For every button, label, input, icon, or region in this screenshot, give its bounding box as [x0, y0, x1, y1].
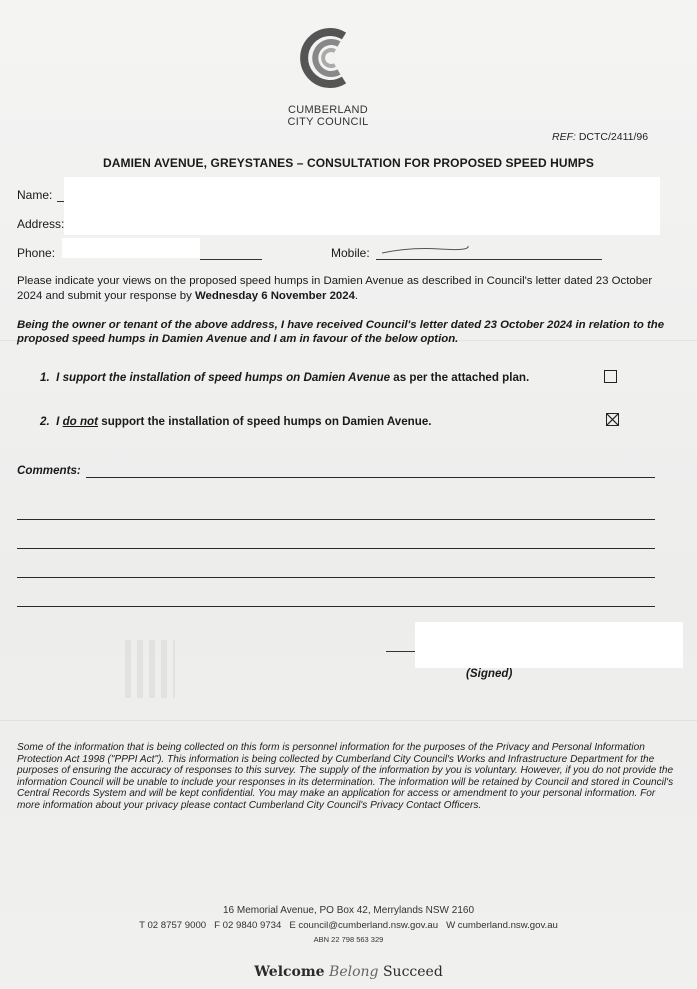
footer-address: 16 Memorial Avenue, PO Box 42, Merrylands NSW 2160 [222, 905, 475, 916]
form-title: DAMIEN AVENUE, GREYSTANES – CONSULTATION FOR PROPOSED SPEED HUMPS [103, 156, 594, 170]
phone-redaction[interactable] [62, 238, 200, 258]
comments-line-5[interactable] [17, 606, 655, 607]
show-through-mark [125, 640, 175, 698]
signed-label: (Signed) [466, 667, 513, 680]
fold-mark [0, 720, 697, 721]
council-name: CUMBERLAND CITY COUNCIL [287, 104, 369, 128]
comments-line-3[interactable] [17, 548, 655, 549]
mobile-label: Mobile: [331, 246, 370, 260]
council-logo-icon [292, 18, 358, 98]
name-address-redaction[interactable] [64, 177, 660, 235]
tagline: Welcome Belong Succeed [254, 964, 443, 980]
comments-line-4[interactable] [17, 577, 655, 578]
reference-number: REF: DCTC/2411/96 [552, 131, 649, 143]
signature-redaction[interactable] [415, 622, 683, 668]
mobile-handwritten-mark [380, 243, 470, 257]
owner-statement: Being the owner or tenant of the above address, I have received Council's letter dated 23 October 2024 in relation to the proposed speed humps in Damien Avenue and I am in favour of the below option. [17, 319, 665, 345]
intro-paragraph: Please indicate your views on the proposed speed humps in Damien Avenue as described in Council's letter dated 23 October 2024 and submit your response by Wednesday 6 November 2024. [17, 275, 653, 302]
phone-label: Phone: [17, 246, 56, 260]
phone-underline [200, 259, 262, 260]
comments-line-1[interactable] [86, 477, 655, 478]
footer-abn: ABN 22 798 563 329 [313, 935, 384, 944]
checked-x-icon [607, 414, 618, 425]
name-label: Name: [17, 188, 53, 202]
comments-line-2[interactable] [17, 519, 655, 520]
footer-contacts: T 02 8757 9000 F 02 9840 9734 E council@cumberland.nsw.gov.au W cumberland.nsw.gov.au [139, 920, 558, 931]
mobile-underline[interactable] [376, 259, 602, 260]
option-2-checkbox[interactable] [606, 413, 619, 426]
address-label: Address: [17, 217, 65, 231]
option-1: 1. I support the installation of speed humps on Damien Avenue as per the attached plan. [40, 371, 530, 384]
comments-label: Comments: [17, 464, 81, 477]
fold-mark [0, 340, 697, 341]
option-1-checkbox[interactable] [604, 370, 617, 383]
option-2: 2. I do not support the installation of speed humps on Damien Avenue. [40, 415, 432, 428]
signature-line [386, 651, 416, 652]
privacy-notice: Some of the information that is being collected on this form is personnel information for the purposes of the Privacy and Personal Information Protection Act 1998 ("PPPI Act"). This information is being collected by Cumberland City Council's Works and Infrastructure Department for the purposes of ensuring the accuracy of responses to this survey. The supply of the information by you is voluntary. However, if you do not provide the information Council will be unable to include your responses in its determination. The information will be retained by Council and stored in Council's Central Records System and will be kept confidential. You may make an application for access or amendment to your personal information. For more information about your privacy please contact Cumberland City Council's Privacy Contact Officers. [17, 742, 674, 811]
